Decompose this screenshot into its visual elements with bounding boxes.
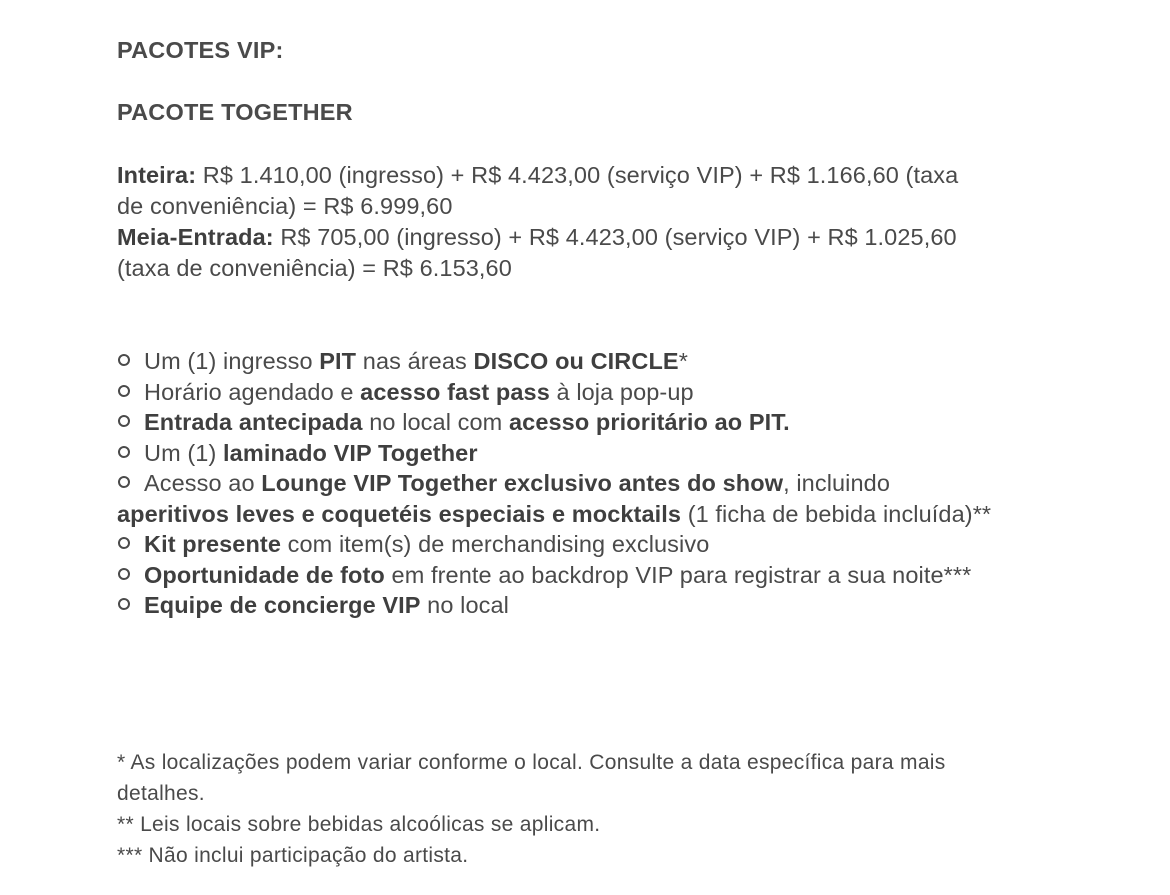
bullet-circle-icon (118, 354, 130, 366)
bullet-circle-icon (118, 385, 130, 397)
list-item: Entrada antecipada no local com acesso prioritário ao PIT. (117, 407, 997, 438)
footnotes (117, 747, 997, 871)
price-block (117, 160, 977, 284)
list-item: Oportunidade de foto em frente ao backdrop VIP para registrar a sua noite*** (117, 560, 997, 591)
bullet-circle-icon (118, 537, 130, 549)
footnote: *** Não inclui participação do artista. (117, 844, 469, 867)
bullet-circle-icon (118, 476, 130, 488)
list-item: Equipe de concierge VIP no local (117, 590, 997, 621)
packages-heading: PACOTES VIP: (117, 37, 284, 63)
list-item: Um (1) laminado VIP Together (117, 438, 997, 469)
price-full-label: Inteira: (117, 162, 197, 188)
bullet-circle-icon (118, 598, 130, 610)
list-item: Kit presente com item(s) de merchandising exclusivo (117, 529, 997, 560)
bullet-circle-icon (118, 568, 130, 580)
price-full-text: R$ 1.410,00 (ingresso) + R$ 4.423,00 (serviço VIP) + R$ 1.166,60 (taxa de conveniência) = R$ 6.999,60 (117, 162, 959, 219)
list-item: Um (1) ingresso PIT nas áreas DISCO ou CIRCLE* (117, 346, 997, 377)
list-item: Horário agendado e acesso fast pass à loja pop-up (117, 377, 997, 408)
price-full (117, 160, 977, 222)
footnote: * As localizações podem variar conforme o local. Consulte a data específica para mais detalhes. (117, 751, 946, 805)
bullet-circle-icon (118, 446, 130, 458)
benefits-list (117, 346, 997, 621)
price-half-label: Meia-Entrada: (117, 224, 274, 250)
footnote: ** Leis locais sobre bebidas alcoólicas se aplicam. (117, 813, 601, 836)
price-half-text: R$ 705,00 (ingresso) + R$ 4.423,00 (serviço VIP) + R$ 1.025,60 (taxa de conveniência) = R$ 6.153,60 (117, 224, 957, 281)
list-item: Acesso ao Lounge VIP Together exclusivo antes do show, incluindo aperitivos leves e coquetéis especiais e mocktails (1 ficha de bebida incluída)** (117, 470, 992, 527)
package-name-heading: PACOTE TOGETHER (117, 99, 353, 125)
price-half (117, 222, 977, 284)
bullet-circle-icon (118, 415, 130, 427)
